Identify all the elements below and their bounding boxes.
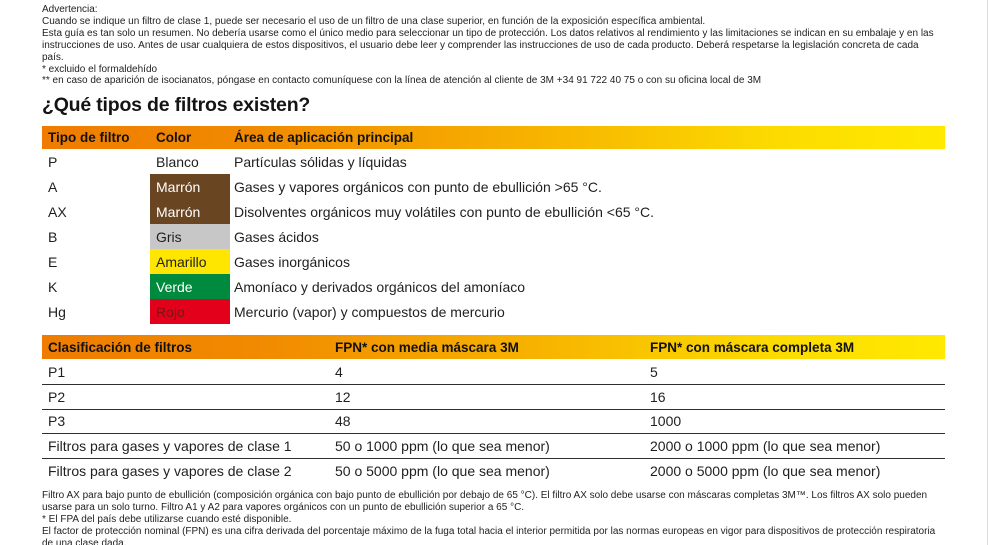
table-row — [42, 458, 945, 483]
color-swatch: Marrón — [150, 199, 230, 224]
color-swatch: Verde — [150, 274, 230, 299]
application-area-cell: Partículas sólidas y líquidas — [234, 153, 407, 170]
classification-cell: P1 — [48, 363, 66, 380]
filter-type-cell: P — [48, 153, 58, 170]
table-row — [42, 249, 945, 274]
application-area-cell: Gases ácidos — [234, 228, 319, 245]
filter-type-cell: B — [48, 228, 58, 245]
filter-type-table-header — [42, 126, 945, 149]
footnote-fpn: El factor de protección nominal (FPN) es una cifra derivada del porcentaje máximo de la fuga total hacia el interior permitida por las normas europeas en vigor para dispositivos de protección respiratoria — [42, 526, 936, 538]
warning-line: Esta guía es tan solo un resumen. No debería usarse como el único medio para seleccionar un tipo de protección. Los datos relativos al rendimiento y las limitaciones se indican en su embalaje y en las — [42, 27, 934, 39]
fpn-media-cell: 12 — [335, 388, 351, 405]
footnotes-block — [42, 490, 945, 545]
filter-type-table — [42, 126, 945, 324]
fpn-media-cell: 48 — [335, 413, 351, 430]
warning-title: Advertencia: — [42, 4, 98, 15]
fpn-table-header — [42, 335, 945, 359]
application-area-cell: Disolventes orgánicos muy volátiles con punto de ebullición <65 °C. — [234, 203, 654, 220]
table-row — [42, 299, 945, 324]
column-header-area: Área de aplicación principal — [234, 130, 414, 146]
classification-cell: Filtros para gases y vapores de clase 2 — [48, 462, 292, 479]
column-header-fpn-media: FPN* con media máscara 3M — [335, 339, 519, 355]
column-header-color: Color — [156, 130, 192, 146]
application-area-cell: Gases y vapores orgánicos con punto de ebullición >65 °C. — [234, 178, 602, 195]
warning-line: instrucciones de uso. Antes de usar cualquiera de estos dispositivos, el usuario debe leer y comprender las instrucciones de uso de cada producto. Deberá respetarse la legislación concreta de cada — [42, 39, 919, 51]
color-swatch: Rojo — [150, 299, 230, 324]
application-area-cell: Gases inorgánicos — [234, 253, 350, 270]
classification-cell: P3 — [48, 413, 66, 430]
filter-type-cell: A — [48, 178, 58, 195]
filter-type-cell: E — [48, 253, 58, 270]
warning-line: país. — [42, 51, 64, 63]
fpn-completa-cell: 2000 o 5000 ppm (lo que sea menor) — [650, 462, 881, 479]
table-row — [42, 149, 945, 174]
filter-type-cell: AX — [48, 203, 67, 220]
color-swatch: Blanco — [150, 149, 230, 174]
warning-line: Cuando se indique un filtro de clase 1, puede ser necesario el uso de un filtro de una clase superior, en función de la exposición específica ambiental. — [42, 15, 706, 27]
fpn-completa-cell: 5 — [650, 363, 658, 380]
color-swatch: Amarillo — [150, 249, 230, 274]
table-row — [42, 274, 945, 299]
fpn-completa-cell: 1000 — [650, 413, 682, 430]
warning-block — [42, 4, 945, 87]
fpn-media-cell: 4 — [335, 363, 343, 380]
fpn-completa-cell: 2000 o 1000 ppm (lo que sea menor) — [650, 437, 881, 454]
footnote-formaldehyde: * excluido el formaldehído — [42, 63, 158, 75]
footnote-isocyanates-phone: ** en caso de aparición de isocianatos, póngase en contacto comuníquese con la línea de atención al cliente de 3M +34 91 722 40 75 o con su oficina local de 3M — [42, 75, 762, 87]
footnote-ax: Filtro AX para bajo punto de ebullición (composición orgánica con bajo punto de ebullición por debajo de 65 °C). El filtro AX solo debe usarse con máscaras completas 3M™. Los filtros AX solo pueden — [42, 490, 928, 502]
page-right-edge — [987, 0, 988, 545]
column-header-fpn-completa: FPN* con máscara completa 3M — [650, 339, 855, 355]
footnote-fpa: * El FPA del país debe utilizarse cuando esté disponible. — [42, 514, 292, 526]
column-header-tipo: Tipo de filtro — [48, 130, 130, 146]
table-row — [42, 199, 945, 224]
fpn-media-cell: 50 o 1000 ppm (lo que sea menor) — [335, 437, 550, 454]
table-row — [42, 224, 945, 249]
column-header-clasificacion: Clasificación de filtros — [48, 339, 193, 355]
fpn-table — [42, 335, 945, 482]
table-row — [42, 384, 945, 409]
table-row — [42, 174, 945, 199]
classification-cell: P2 — [48, 388, 66, 405]
filter-type-cell: K — [48, 278, 58, 295]
fpn-completa-cell: 16 — [650, 388, 666, 405]
application-area-cell: Amoníaco y derivados orgánicos del amoníaco — [234, 278, 526, 295]
table-row — [42, 409, 945, 434]
table-row — [42, 433, 945, 458]
fpn-media-cell: 50 o 5000 ppm (lo que sea menor) — [335, 462, 550, 479]
classification-cell: Filtros para gases y vapores de clase 1 — [48, 437, 292, 454]
footnote-fpn: de una clase dada. — [42, 537, 127, 545]
color-swatch: Gris — [150, 224, 230, 249]
footnote-ax: usarse para un solo turno. Filtro A1 y A2 para vapores orgánicos con un punto de ebullición superior a 65 °C. — [42, 502, 525, 514]
table-row — [42, 359, 945, 384]
filter-type-cell: Hg — [48, 303, 66, 320]
page-title: ¿Qué tipos de filtros existen? — [42, 94, 311, 117]
color-swatch: Marrón — [150, 174, 230, 199]
application-area-cell: Mercurio (vapor) y compuestos de mercurio — [234, 303, 505, 320]
